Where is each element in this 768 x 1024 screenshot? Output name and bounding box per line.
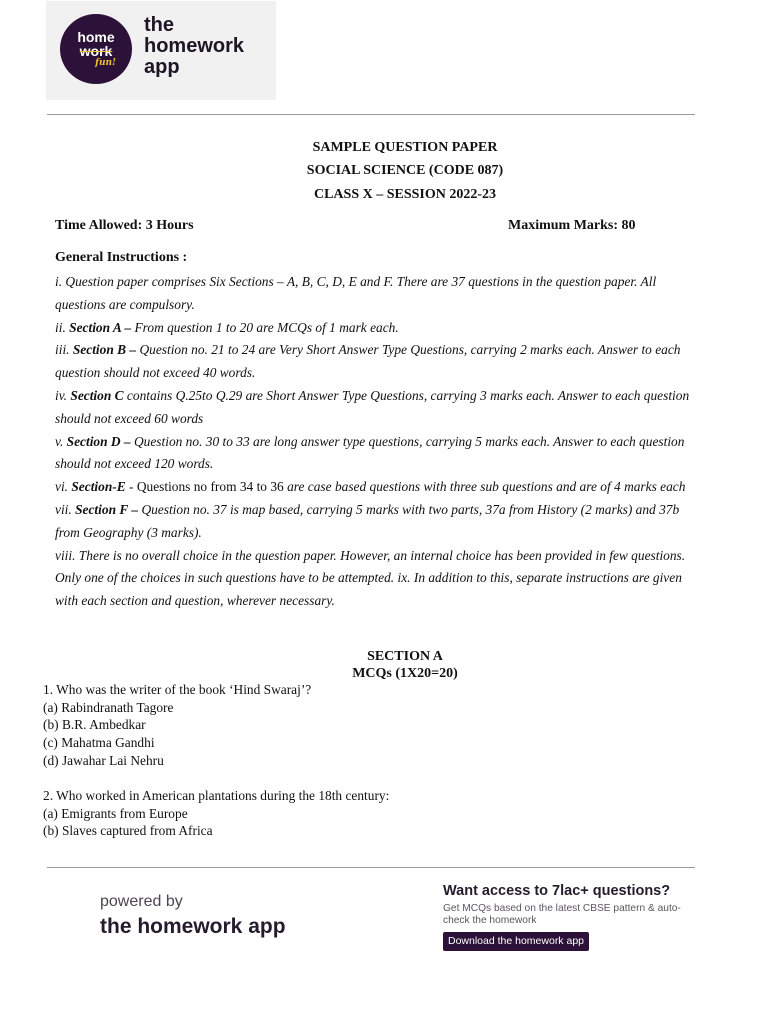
question-2 bbox=[43, 787, 389, 840]
instruction-i: i. Question paper comprises Six Sections – A, B, C, D, E and F. There are 37 questions in the question paper. All questions are compulsory. bbox=[55, 274, 657, 312]
question-option: (a) Emigrants from Europe bbox=[43, 805, 188, 821]
logo-word-3: app bbox=[144, 56, 180, 78]
section-subtitle: MCQs (1X20=20) bbox=[352, 666, 458, 681]
top-divider bbox=[47, 114, 695, 115]
download-app-button[interactable]: Download the homework app bbox=[443, 932, 589, 951]
powered-by-block bbox=[100, 893, 286, 939]
question-option: (b) B.R. Ambedkar bbox=[43, 717, 146, 733]
logo-word-2: homework bbox=[144, 35, 245, 57]
question-1 bbox=[43, 681, 311, 770]
instruction-iii: iii. Section B – Question no. 21 to 24 are Very Short Answer Type Questions, carrying 2 marks each. Answer to each question should not exceed 40 words. bbox=[55, 342, 681, 381]
question-text: 2. Who worked in American plantations during the 18th century: bbox=[43, 788, 390, 803]
footer-app-name: the homework app bbox=[100, 915, 286, 938]
paper-title: SAMPLE QUESTION PAPER bbox=[312, 140, 498, 155]
instruction-v: v. Section D – Question no. 30 to 33 are long answer type questions, carrying 5 marks each. Answer to each question should not exceed 120 words. bbox=[55, 433, 685, 472]
promo-text: Get MCQs based on the latest CBSE pattern & auto-check the homework bbox=[443, 903, 681, 926]
maximum-marks: Maximum Marks: 80 bbox=[508, 218, 636, 233]
brand-logo bbox=[46, 1, 276, 100]
logo-fun-text: fun! bbox=[95, 58, 116, 68]
paper-class-session: CLASS X – SESSION 2022-23 bbox=[313, 187, 497, 202]
question-text: 1. Who was the writer of the book ‘Hind Swaraj’? bbox=[43, 682, 312, 697]
logo-work-text: work bbox=[79, 43, 113, 59]
logo-wordmark bbox=[144, 15, 244, 78]
logo-word-1: the bbox=[144, 14, 174, 36]
logo-home-text: home bbox=[77, 29, 115, 45]
time-allowed: Time Allowed: 3 Hours bbox=[55, 218, 194, 233]
instruction-iv: iv. Section C contains Q.25to Q.29 are Short Answer Type Questions, carrying 3 marks each. Answer to each question should not exceed 60 words bbox=[55, 387, 690, 426]
powered-by-text: powered by bbox=[100, 893, 183, 910]
instructions-heading: General Instructions : bbox=[55, 250, 188, 265]
instruction-vii: vii. Section F – Question no. 37 is map based, carrying 5 marks with two parts, 37a from History (2 marks) and 37b from Geography (3 marks). bbox=[55, 501, 680, 540]
promo-block bbox=[443, 883, 703, 951]
logo-badge bbox=[60, 14, 132, 84]
instruction-ii: ii. Section A – From question 1 to 20 are MCQs of 1 mark each. bbox=[55, 319, 399, 335]
paper-subject: SOCIAL SCIENCE (CODE 087) bbox=[306, 163, 504, 178]
question-option: (d) Jawahar Lai Nehru bbox=[43, 752, 164, 768]
instruction-vi: vi. Section-E - Questions no from 34 to 36 are case based questions with three sub questions and are of 4 marks each bbox=[55, 479, 686, 495]
footer-divider bbox=[47, 867, 695, 868]
question-option: (a) Rabindranath Tagore bbox=[43, 699, 174, 715]
general-instructions bbox=[55, 271, 705, 613]
instruction-viii: viii. There is no overall choice in the question paper. However, an internal choice has been provided in few questions. Only one of the choices in such questions have to be attempted. ix. In addition to this, separate instructions are given with each section and question, wherever necessary. bbox=[55, 547, 686, 609]
question-option: (c) Mahatma Gandhi bbox=[43, 735, 155, 751]
question-option: (b) Slaves captured from Africa bbox=[43, 823, 213, 839]
section-title: SECTION A bbox=[367, 649, 443, 664]
promo-heading: Want access to 7lac+ questions? bbox=[443, 883, 671, 899]
